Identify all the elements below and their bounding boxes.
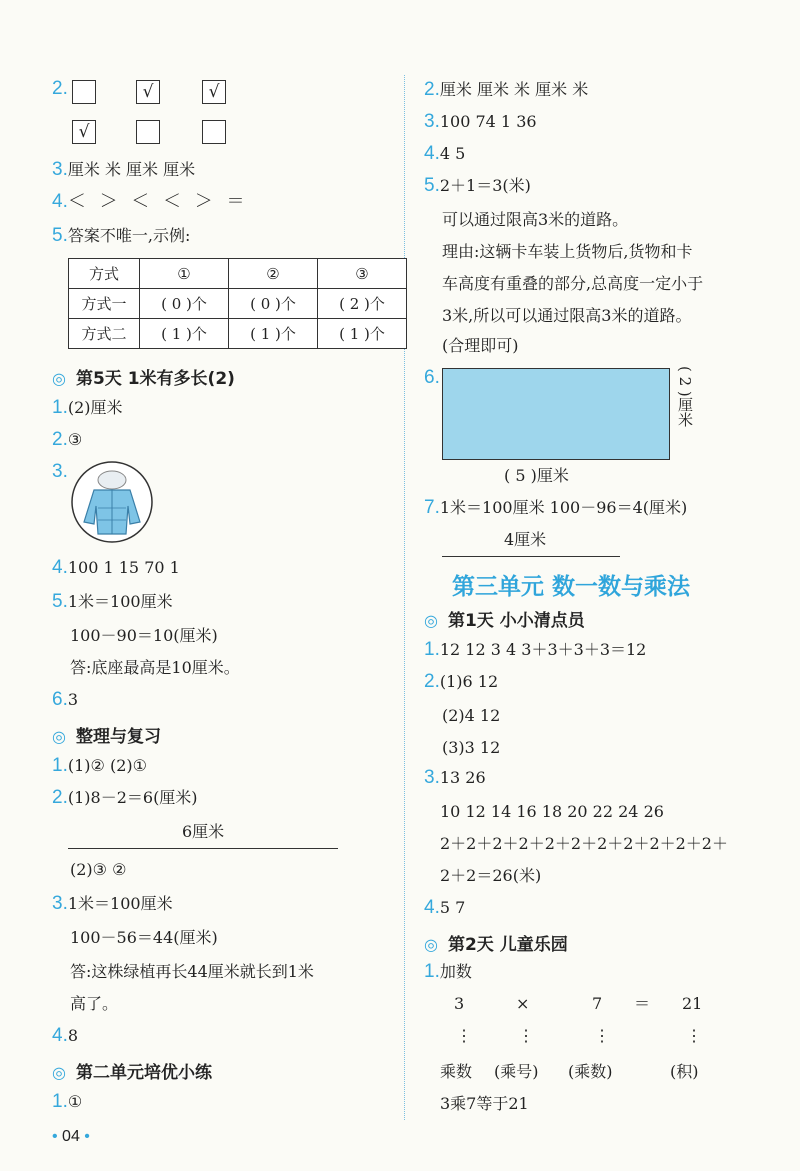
review-q2-answer: 6厘米 [182,822,225,841]
right-q5-line2: 可以通过限高3米的道路。 [442,210,629,229]
day1-q4: 4.5 7 [424,897,466,918]
section-review: ◎ 整理与复习 [52,727,161,747]
day1-q3: 3.13 26 [424,767,486,788]
eq-term: ＝ [634,994,651,1013]
day5-q2: 2.③ [52,429,83,450]
day5-q5-line3: 答:底座最高是10厘米。 [70,658,240,677]
table-row [69,319,407,349]
left-q3: 3.厘米 米 厘米 厘米 [52,159,196,180]
review-q3-line2: 100－56＝44(厘米) [70,928,218,947]
table-cell: ( 2 )个 [318,289,407,319]
column-divider [404,75,405,1120]
answer-rule [68,848,338,849]
rect-height-label: ( 2 )厘米 [676,366,694,427]
day5-q5-line2: 100－90＝10(厘米) [70,626,218,645]
unit3-title: 第三单元 数一数与乘法 [452,574,691,600]
review-q3-line4: 高了。 [70,994,119,1013]
section-day5: ◎ 第5天 1米有多长(2) [52,369,235,389]
checkbox-5 [136,120,160,144]
table-cell: 方式 [69,259,140,289]
day5-q6: 6.3 [52,689,79,710]
eq-term: 21 [682,994,703,1013]
right-q6: 6. [424,367,440,388]
right-q5-line6: (合理即可) [442,336,519,355]
rectangle-figure [442,368,670,460]
table-row [69,289,407,319]
checkbox-1 [72,80,96,104]
eq-term: 7 [592,994,603,1013]
eq-dots: ⋮ [456,1026,472,1045]
eq-dots: ⋮ [518,1026,534,1045]
right-q3: 3.100 74 1 36 [424,111,537,132]
day1-q2-line3: (3)3 12 [442,738,501,757]
day1-q2: 2.(1)6 12 [424,671,499,692]
day1-q3-line4: 2＋2＝26(米) [440,866,542,885]
day2-q1-last: 3乘7等于21 [440,1094,529,1113]
day1-q2-line2: (2)4 12 [442,706,501,725]
table-cell: ② [229,259,318,289]
checkbox-6 [202,120,226,144]
eq-term: × [516,994,530,1013]
eq-dots: ⋮ [594,1026,610,1045]
jacket-image [70,460,154,544]
unit2-q1: 1.① [52,1091,83,1112]
right-q4: 4.4 5 [424,143,466,164]
day5-q5: 5.1米＝100厘米 [52,591,173,612]
review-q2-part2: (2)③ ② [70,860,127,879]
left-q5: 5.答案不唯一,示例: [52,225,191,246]
right-q5-line4: 车高度有重叠的部分,总高度一定小于 [442,274,704,293]
section-day2: ◎ 第2天 儿童乐园 [424,935,568,955]
review-q4: 4.8 [52,1025,79,1046]
section-day1: ◎ 第1天 小小清点员 [424,611,585,631]
right-q5-line3: 理由:这辆卡车装上货物后,货物和卡 [442,242,693,261]
answer-table [68,258,407,349]
eq-dots: ⋮ [686,1026,702,1045]
left-q4: 4.＜ ＞ ＜ ＜ ＞ ＝ [52,191,249,212]
eq-term: 3 [454,994,465,1013]
review-q2: 2.(1)8－2＝6(厘米) [52,787,198,808]
eq-name: 乘数 [440,1062,473,1081]
eq-name: (乘数) [568,1062,613,1081]
review-q3-line3: 答:这株绿植再长44厘米就长到1米 [70,962,314,981]
rect-width-label: ( 5 )厘米 [504,466,569,485]
section-unit2-practice: ◎ 第二单元培优小练 [52,1063,212,1083]
checkbox-4: √ [72,120,96,144]
page-number: • 04 • [52,1128,90,1145]
q2-number: 2. [52,78,68,99]
right-q5-line5: 3米,所以可以通过限高3米的道路。 [442,306,692,325]
day5-q3: 3. [52,461,68,482]
day5-q1: 1.(2)厘米 [52,397,123,418]
table-cell: ③ [318,259,407,289]
right-q2: 2.厘米 厘米 米 厘米 米 [424,79,589,100]
day5-q4: 4.100 1 15 70 1 [52,557,180,578]
answer-rule [442,556,620,557]
right-q7: 7.1米＝100厘米 100－96＝4(厘米) [424,497,688,518]
review-q1: 1.(1)② (2)① [52,755,147,776]
table-cell: ( 0 )个 [229,289,318,319]
page-dot: • [79,1128,90,1145]
day1-q1: 1.12 12 3 4 3＋3＋3＋3＝12 [424,639,647,660]
right-q7-answer: 4厘米 [504,530,547,549]
table-row [69,259,407,289]
day1-q3-line3: 2＋2＋2＋2＋2＋2＋2＋2＋2＋2＋2＋ [440,834,728,853]
table-cell: ( 1 )个 [140,319,229,349]
eq-name: (乘号) [494,1062,539,1081]
eq-name: (积) [670,1062,699,1081]
page-dot: • [52,1128,63,1145]
table-cell: ① [140,259,229,289]
day1-q3-line2: 10 12 14 16 18 20 22 24 26 [440,802,664,821]
table-cell: ( 0 )个 [140,289,229,319]
table-cell: 方式一 [69,289,140,319]
right-q5: 5.2＋1＝3(米) [424,175,531,196]
table-cell: ( 1 )个 [229,319,318,349]
day2-q1: 1.加数 [424,961,472,982]
table-cell: ( 1 )个 [318,319,407,349]
checkbox-2: √ [136,80,160,104]
review-q3: 3.1米＝100厘米 [52,893,173,914]
table-cell: 方式二 [69,319,140,349]
checkbox-3: √ [202,80,226,104]
